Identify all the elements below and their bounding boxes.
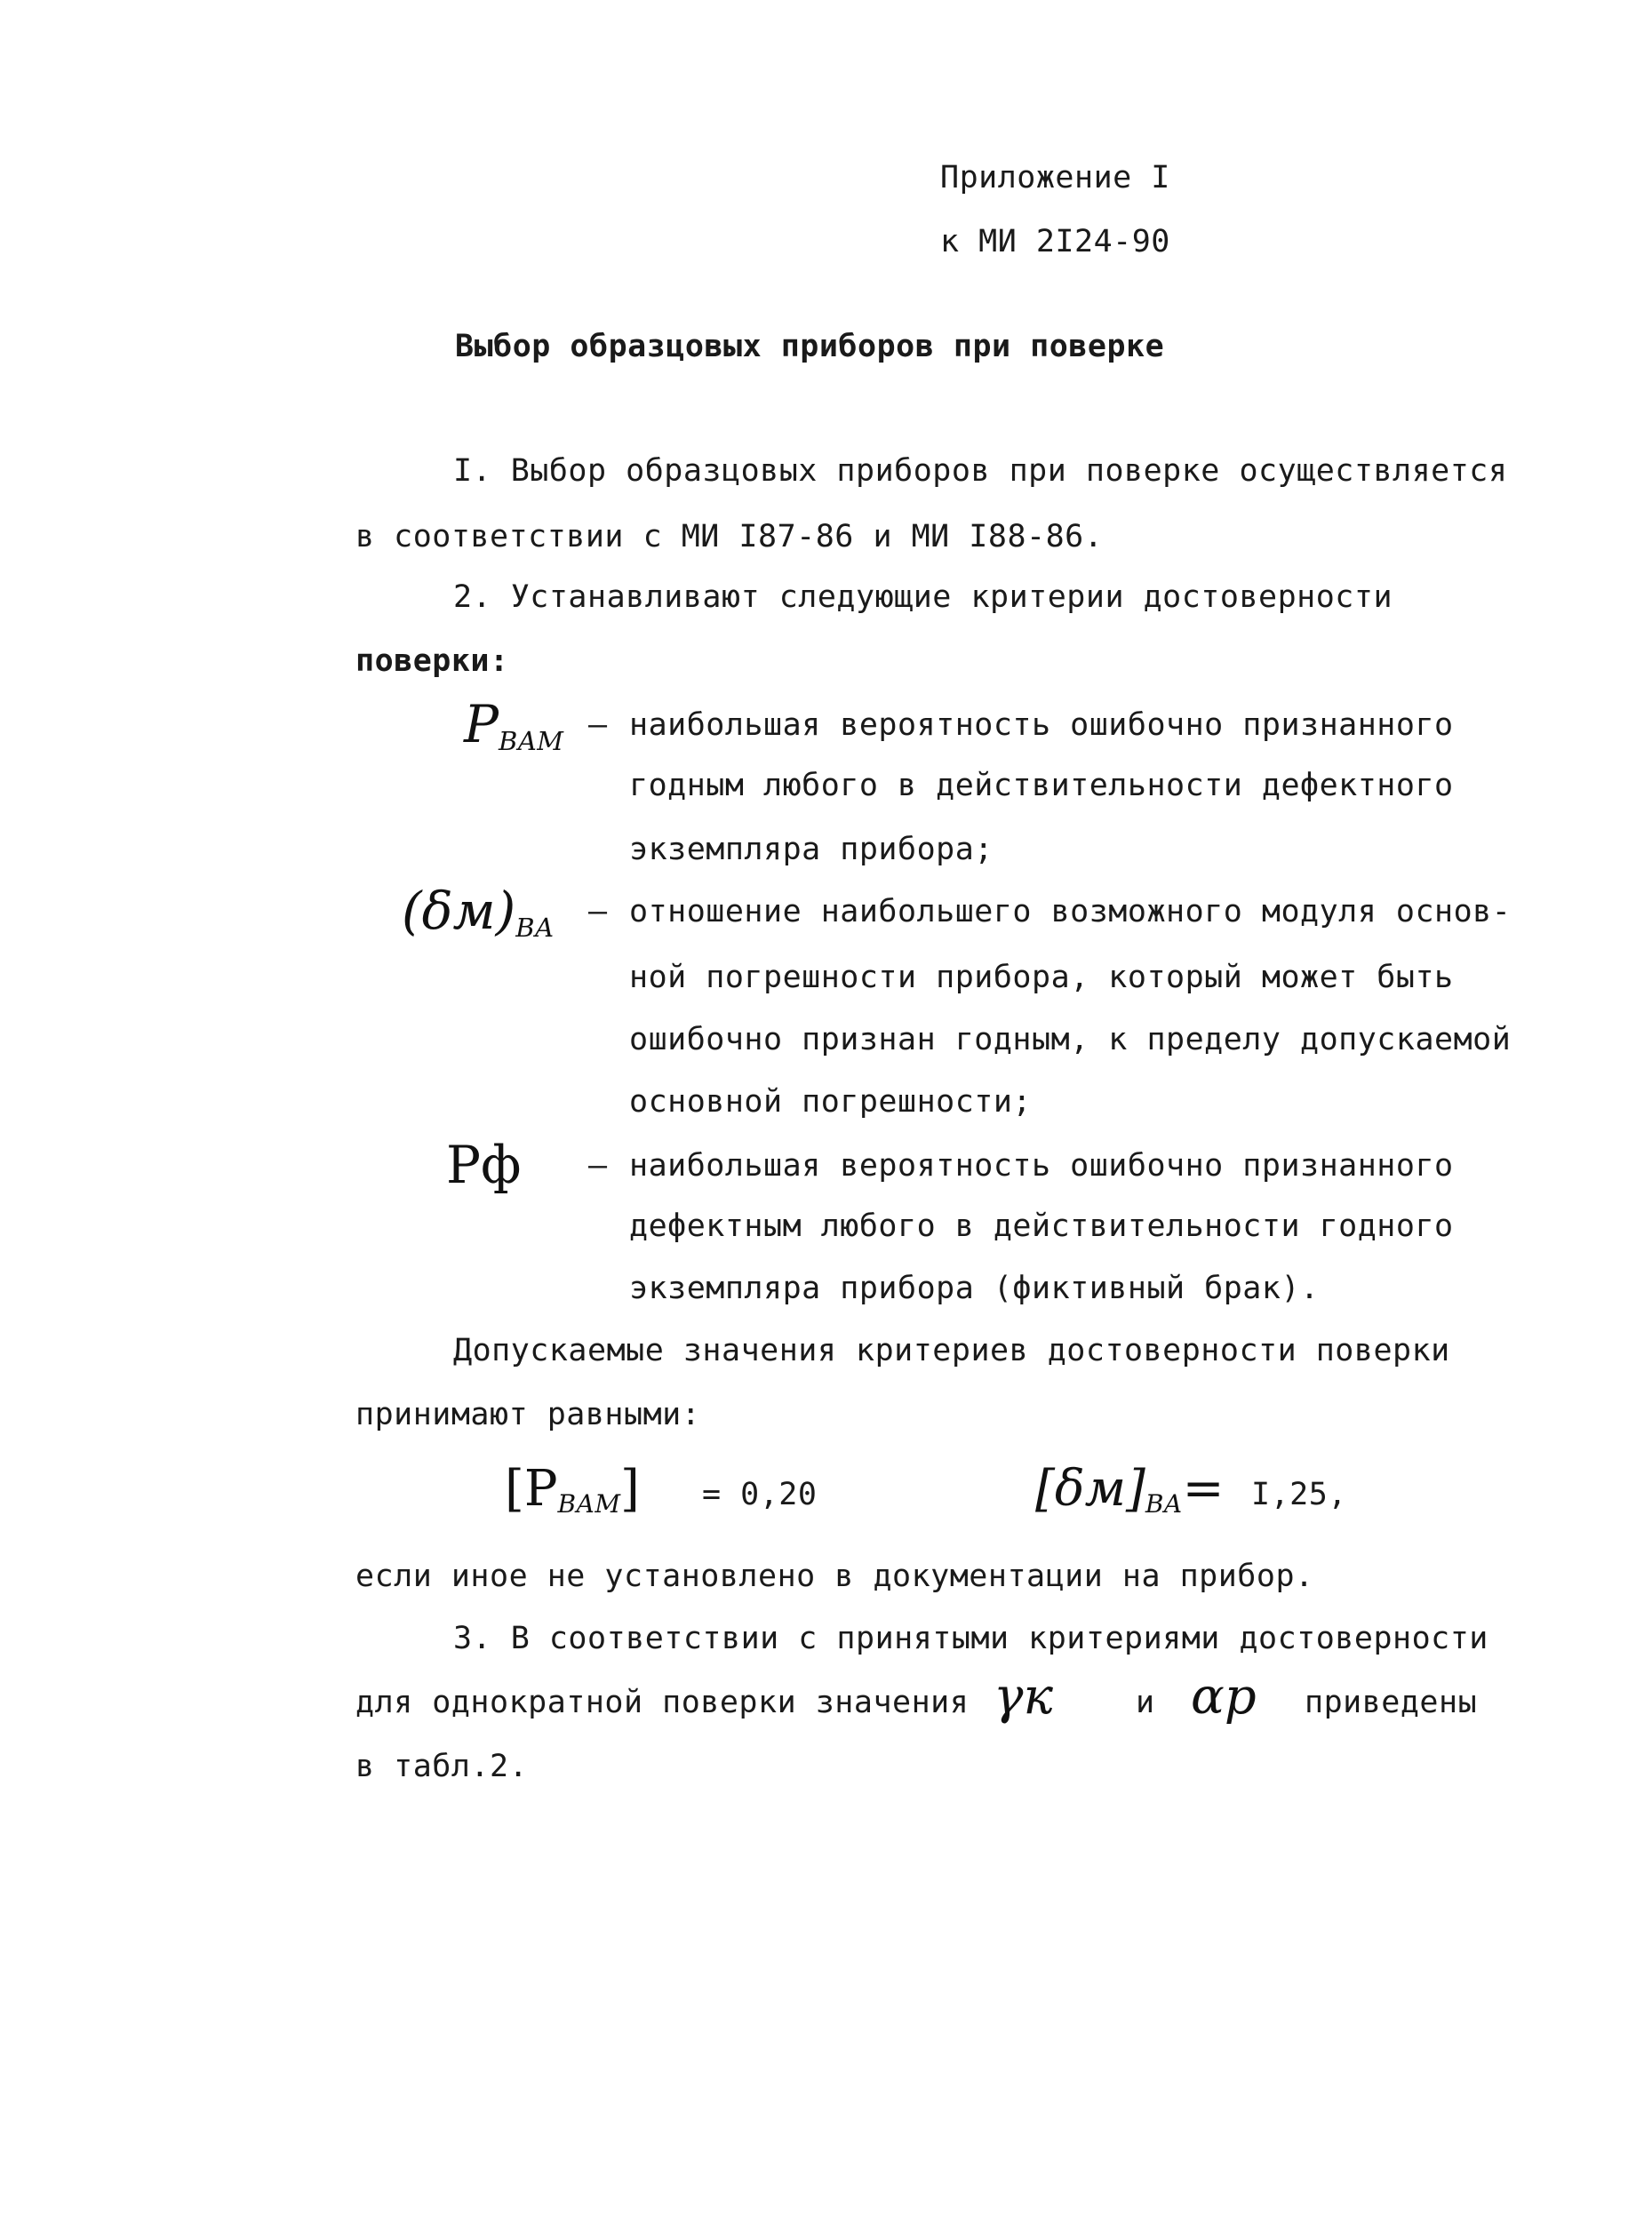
definition-1-line-2: годным любого в действительности дефектного (629, 768, 1454, 803)
paragraph-3-line-1: Допускаемые значения критериев достоверности поверки (453, 1333, 1450, 1368)
definition-2-line-1: отношение наибольшего возможного модуля основ- (629, 894, 1512, 929)
document-reference: к МИ 2I24-90 (940, 224, 1170, 259)
appendix-label: Приложение I (940, 160, 1170, 195)
definition-3-line-2: дефектным любого в действительности годного (629, 1208, 1454, 1244)
definition-3-dash: – (588, 1148, 608, 1184)
paragraph-3-line-2: принимают равными: (355, 1397, 701, 1432)
paragraph-1-line-2: в соответствии с МИ I87-86 и МИ I88-86. (355, 519, 1104, 554)
paragraph-5-line-1: 3. В соответствии с принятыми критериями достоверности (453, 1621, 1488, 1656)
paragraph-5-line-2-end: приведены (1305, 1685, 1478, 1720)
formula-p-vam-value: = 0,20 (702, 1477, 818, 1512)
definition-3-line-3: экземпляра прибора (фиктивный брак). (629, 1271, 1320, 1306)
symbol-alpha-p: αр (1191, 1668, 1257, 1726)
definition-2-line-2: ной погрешности прибора, который может быть (629, 960, 1454, 995)
definition-3-line-1: наибольшая вероятность ошибочно признанного (629, 1148, 1454, 1184)
definition-2-line-4: основной погрешности; (629, 1084, 1033, 1120)
symbol-p-vam: $P_{ВАМ}$ (464, 694, 563, 756)
paragraph-5-line-3: в табл.2. (355, 1749, 529, 1784)
formula-delta-m-va-value: I,25, (1251, 1477, 1347, 1512)
page-title: Выбор образцовых приборов при поверке (455, 329, 1165, 364)
definition-2-dash: – (588, 894, 608, 929)
paragraph-5-and: и (1136, 1685, 1155, 1720)
definition-1-line-3: экземпляра прибора; (629, 832, 994, 867)
paragraph-2-line-1: 2. Устанавливают следующие критерии достоверности (453, 579, 1393, 615)
definition-2-line-3: ошибочно признан годным, к пределу допускаемой (629, 1022, 1512, 1057)
symbol-gamma-k: γк (994, 1668, 1053, 1726)
symbol-delta-m-va: $(\delta м)_{ВА}$ (402, 881, 555, 943)
paragraph-5-line-2-start: для однократной поверки значения (355, 1685, 970, 1720)
formula-p-vam: $[P_{ВАМ}]$ (505, 1460, 640, 1519)
paragraph-4-line-1: если иное не установлено в документации на прибор. (355, 1559, 1314, 1594)
formula-delta-m-va: $[\delta м]_{ВА}=$ (1035, 1460, 1225, 1519)
definition-1-line-1: наибольшая вероятность ошибочно признанного (629, 707, 1454, 743)
symbol-p-f: Pф (446, 1135, 522, 1195)
paragraph-1-line-1: I. Выбор образцовых приборов при поверке осуществляется (453, 453, 1508, 489)
paragraph-2-line-2: поверки: (355, 643, 509, 679)
definition-1-dash: – (588, 707, 608, 743)
